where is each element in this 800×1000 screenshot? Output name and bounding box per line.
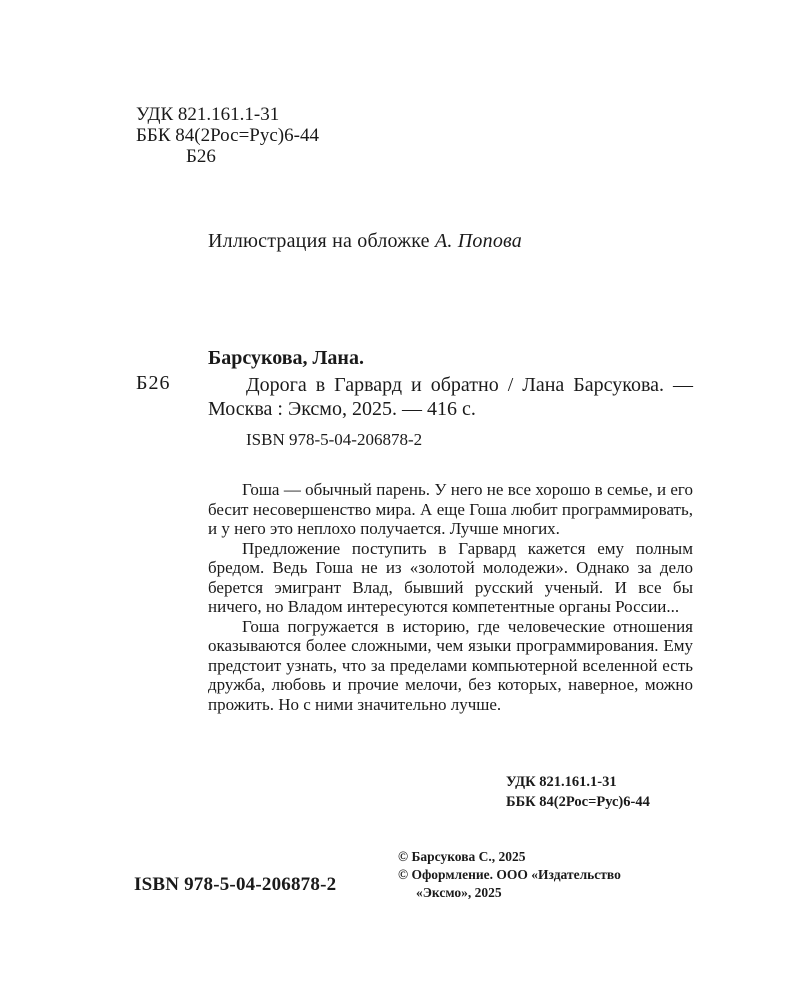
annotation-paragraph: Предложение поступить в Гарвард кажется ему полным бредом. Ведь Гоша не из «золотой молодежи». Однако за дело берется эмигрант Влад, бывший русский ученый. И все бы ничего, но Владом интересуются компетентные органы России...: [208, 538, 693, 616]
author-sign: Б26: [186, 146, 216, 167]
copyright-notice: [398, 848, 708, 902]
classification-codes-right: [506, 772, 650, 812]
annotation-paragraph: Гоша — обычный парень. У него не все хорошо в семье, и его бесит несовершенство мира. А еще Гоша любит программировать, и у него это неплохо получается. Лучше многих.: [208, 480, 693, 538]
copyright-line: «Эксмо», 2025: [416, 885, 502, 900]
illustration-label: Иллюстрация на обложке: [208, 230, 430, 252]
cover-illustration-credit: [208, 230, 522, 253]
bbk-code-right: ББК 84(2Рос=Рус)6-44: [506, 794, 650, 810]
bbk-code: ББК 84(2Рос=Рус)6-44: [136, 125, 319, 146]
annotation: [208, 480, 693, 714]
isbn-bottom: ISBN 978-5-04-206878-2: [134, 874, 337, 895]
entry-isbn: ISBN 978-5-04-206878-2: [246, 430, 423, 449]
udk-code: УДК 821.161.1-31: [136, 104, 280, 125]
bibliographic-entry: [208, 346, 693, 452]
entry-description: Дорога в Гарвард и обратно / Лана Барсукова. — Москва : Эксмо, 2025. — 416 с.: [208, 374, 693, 420]
entry-author: Барсукова, Лана.: [208, 347, 364, 369]
entry-side-sign: Б26: [136, 372, 171, 394]
copyright-line: © Барсукова С., 2025: [398, 849, 526, 864]
annotation-paragraph: Гоша погружается в историю, где человеческие отношения оказываются более сложными, чем языки программирования. Ему предстоит узнать, что за пределами компьютерной вселенной есть дружба, любовь и прочие мелочи, без которых, наверное, можно прожить. Но с ними значительно лучше.: [208, 616, 693, 714]
illustration-artist: А. Попова: [434, 230, 522, 252]
udk-code-right: УДК 821.161.1-31: [506, 774, 617, 790]
copyright-line: © Оформление. ООО «Издательство: [398, 867, 621, 882]
classification-codes-top: [136, 104, 319, 167]
